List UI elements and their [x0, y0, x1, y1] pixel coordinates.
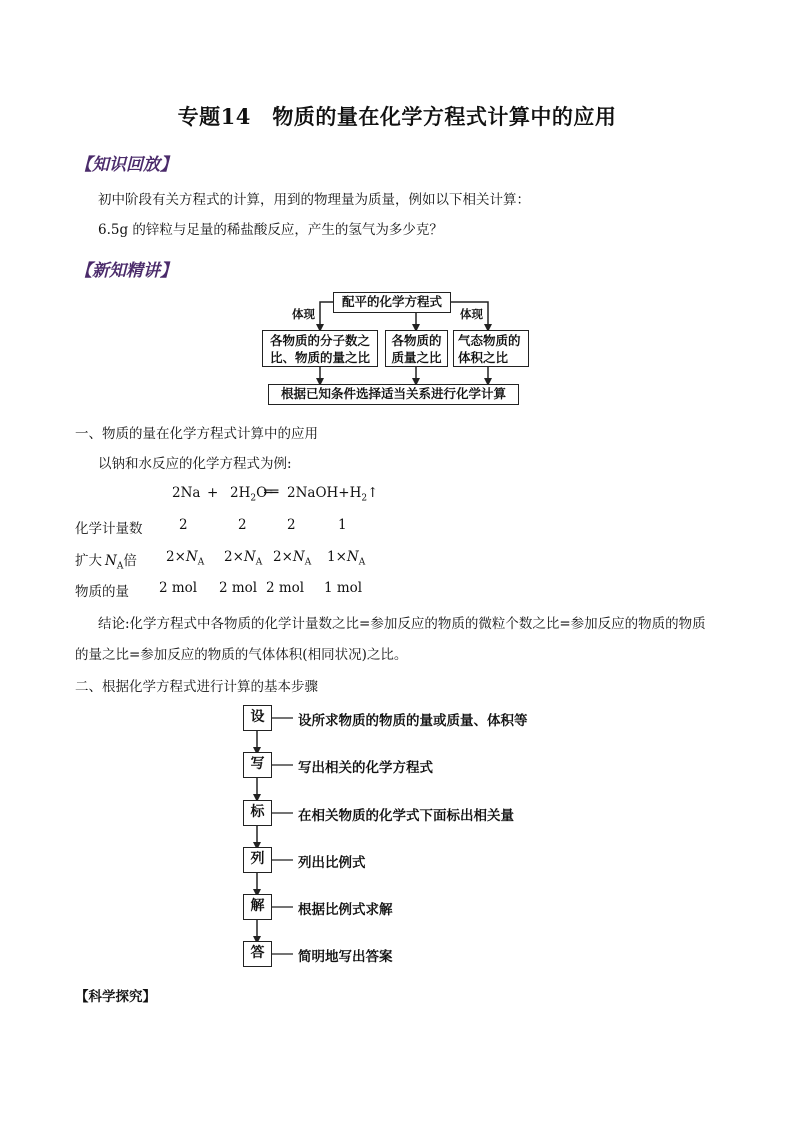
scale-na-multiplier: 2×: [166, 549, 186, 565]
flow-label-left: 体现: [292, 307, 315, 321]
part2-heading: 二、根据化学方程式进行计算的基本步骤: [75, 679, 318, 695]
equation-h2-subscript: 2: [361, 493, 368, 504]
review-line-1: 初中阶段有关方程式的计算，用到的物理量为质量，例如以下相关计算：: [98, 192, 530, 208]
flow-box-volume-ratio-line2: 体积之比: [458, 350, 509, 365]
scale-na-var: N: [185, 549, 198, 565]
equation-gas-arrow: ↑: [367, 485, 379, 501]
amount-na: 2 mol: [159, 580, 198, 596]
equation-h2o-h: 2H: [230, 485, 251, 501]
amount-h2o: 2 mol: [219, 580, 258, 596]
amount-h2: 1 mol: [324, 580, 363, 596]
equation-h2o-o: O: [256, 485, 268, 501]
step-box-list: 列: [243, 847, 272, 873]
row-label-coefficients: 化学计量数: [75, 521, 143, 537]
part1-heading: 一、物质的量在化学方程式计算中的应用: [75, 426, 318, 442]
step-desc-solve: 根据比例式求解: [298, 902, 393, 918]
scale-naoh-multiplier: 2×: [273, 549, 293, 565]
page-title: 专题14 物质的量在化学方程式计算中的应用: [177, 104, 617, 129]
scale-naoh-var: N: [292, 549, 305, 565]
row-label-scale-text: 扩大: [75, 553, 102, 569]
step-desc-assume: 设所求物质的物质的量或质量、体积等: [298, 713, 528, 729]
coefficient-h2: 1: [338, 517, 347, 533]
review-line-2: 6.5g 的锌粒与足量的稀盐酸反应，产生的氢气为多少克？: [98, 222, 443, 238]
amount-naoh: 2 mol: [266, 580, 305, 596]
conclusion-line-2: 的量之比=参加反应的物质的气体体积(相同状况)之比。: [75, 647, 408, 663]
equation-naoh-h: 2NaOH+H: [287, 485, 362, 501]
conclusion-line-1: 结论:化学方程式中各物质的化学计量数之比=参加反应的物质的微粒个数之比=参加反应的物质的物质: [98, 616, 706, 632]
section-heading-review: 【知识回放】: [75, 155, 177, 175]
step-box-write: 写: [243, 752, 272, 778]
scale-h2o-sub: A: [255, 557, 263, 568]
scale-h2-multiplier: 1×: [327, 549, 347, 565]
section-heading-new-knowledge: 【新知精讲】: [75, 261, 177, 281]
equation-equals: ══: [264, 484, 277, 500]
step-desc-mark: 在相关物质的化学式下面标出相关量: [298, 808, 514, 824]
row-label-scale-var: N: [105, 553, 117, 569]
step-box-solve: 解: [243, 894, 272, 920]
step-desc-list: 列出比例式: [298, 855, 366, 871]
scale-naoh-sub: A: [304, 557, 312, 568]
scale-h2o-multiplier: 2×: [224, 549, 244, 565]
row-label-scale-sub: A: [116, 561, 124, 572]
flow-box-mass-ratio-line1: 各物质的: [391, 333, 442, 348]
scale-h2-sub: A: [358, 557, 366, 568]
flow-box-mass-ratio-line2: 质量之比: [391, 350, 442, 365]
coefficient-h2o: 2: [238, 517, 247, 533]
step-box-answer: 答: [243, 941, 272, 967]
row-label-amount: 物质的量: [75, 584, 129, 600]
flow-box-balanced-equation: 配平的化学方程式: [333, 292, 451, 313]
step-box-mark: 标: [243, 800, 272, 826]
equation-h2o-subscript: 2: [250, 493, 257, 504]
coefficient-na: 2: [179, 517, 188, 533]
step-desc-answer: 简明地写出答案: [298, 949, 393, 965]
flow-box-molecule-ratio-line1: 各物质的分子数之: [269, 333, 370, 348]
coefficient-naoh: 2: [287, 517, 296, 533]
section-heading-science: 【科学探究】: [75, 989, 156, 1005]
equation-plus: +: [207, 485, 219, 501]
equation-na: 2Na: [172, 485, 201, 501]
row-label-scale-post: 倍: [123, 553, 137, 569]
flow-box-calculation: 根据已知条件选择适当关系进行化学计算: [268, 384, 519, 405]
scale-h2-var: N: [346, 549, 359, 565]
part1-intro: 以钠和水反应的化学方程式为例:: [98, 456, 292, 472]
flow-box-volume-ratio-line1: 气态物质的: [458, 333, 521, 348]
scale-h2o-var: N: [243, 549, 256, 565]
flow-box-molecule-ratio-line2: 比、物质的量之比: [269, 350, 370, 365]
flow-label-right: 体现: [460, 307, 483, 321]
scale-na-sub: A: [197, 557, 205, 568]
step-box-assume: 设: [243, 705, 272, 731]
step-desc-write: 写出相关的化学方程式: [298, 760, 433, 776]
